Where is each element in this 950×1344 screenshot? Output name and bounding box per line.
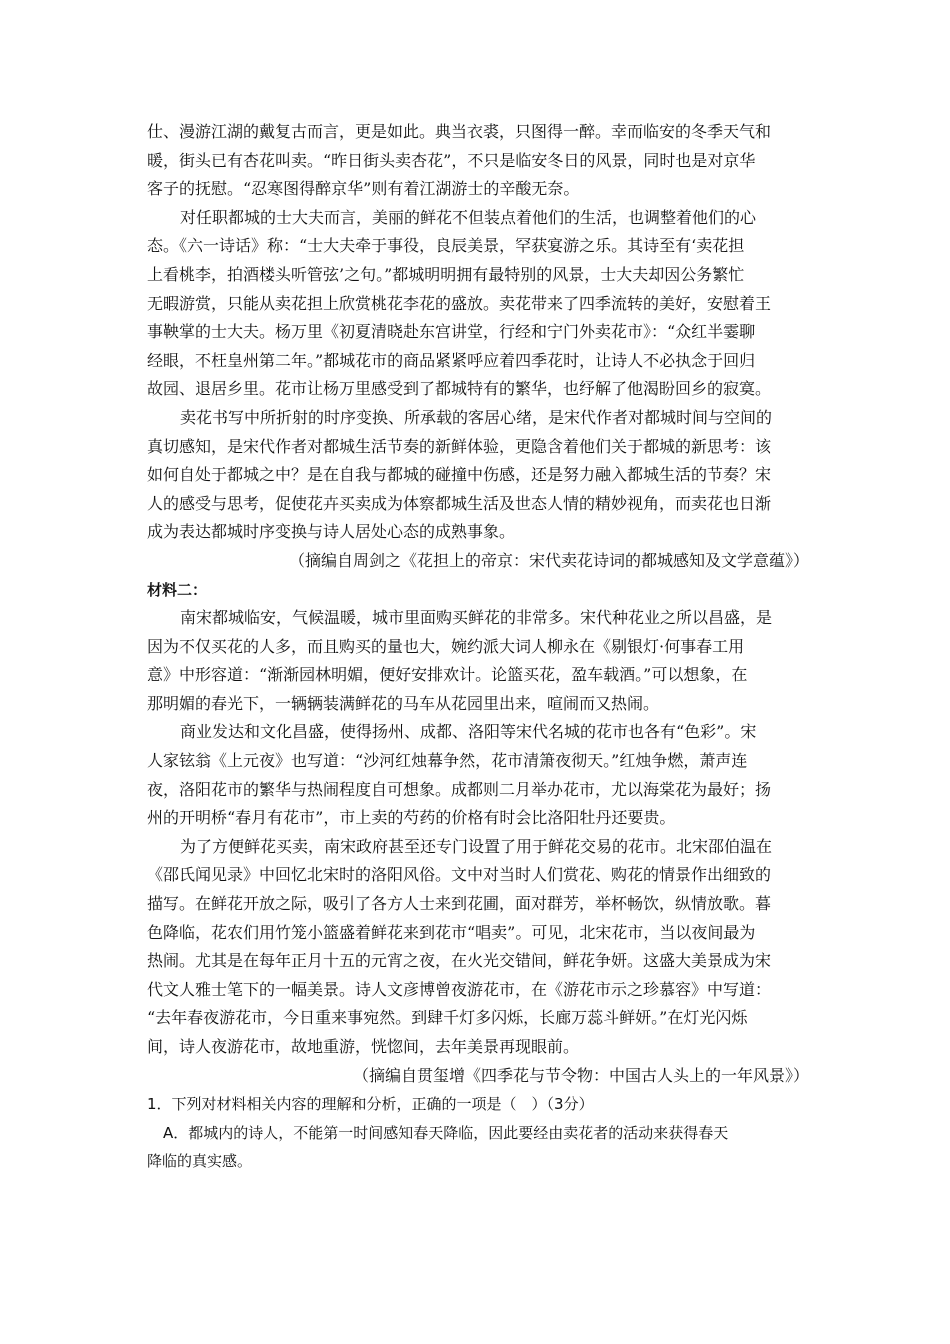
text-line: 《邵氏闻见录》中回忆北宋时的洛阳风俗。文中对当时人们赏花、购花的情景作出细致的 [147,865,772,885]
text-line: 代文人雅士笔下的一幅美景。诗人文彦博曾夜游花市，在《游花市示之珍慕容》中写道： [147,979,772,999]
text-line: 因为不仅买花的人多，而且购买的量也大，婉约派大词人柳永在《剔银灯·何事春工用 [147,636,745,656]
text-line: 为了方便鲜花买卖，南宋政府甚至还专门设置了用于鲜花交易的花市。北宋邵伯温在 [180,836,773,856]
paragraph-continuation [147,118,809,204]
question-stem: 1．下列对材料相关内容的理解和分析，正确的一项是（ ）（3分） [147,1095,594,1114]
source-citation: （摘编自贯玺增《四季花与节令物：中国古人头上的一年风景》） [352,1065,809,1085]
text-line: 仕、漫游江湖的戴复古而言，更是如此。典当衣裘，只图得一醉。幸而临安的冬季天气和 [147,122,772,141]
answer-option-a [147,1119,809,1176]
text-line: 降临的真实感。 [147,1152,253,1171]
paragraph-flower-market [147,833,809,1062]
text-line: 经眼，不枉皇州第二年。”都城花市的商品紧紧呼应着四季花时，让诗人不必执念于回归 [147,350,756,370]
paragraph-lin-an [147,604,809,718]
text-line: 客子的抚慰。“忍寒图得醉京华”则有着江湖游士的辛酸无奈。 [147,179,580,199]
paragraph-scholar-officials [147,204,809,404]
text-line: 如何自处于都城之中？是在自我与都城的碰撞中伤感，还是努力融入都城生活的节奏？宋 [147,465,772,485]
text-line: 间，诗人夜游花市，故地重游，恍惚间，去年美景再现眼前。 [147,1037,580,1056]
text-line: A．都城内的诗人，不能第一时间感知春天降临，因此要经由卖花者的活动来获得春天 [163,1123,729,1142]
text-line: 上看桃李，拍酒楼头听管弦’之句。”都城明明拥有最特别的风景，士大夫却因公务繁忙 [147,264,745,284]
text-line: “去年春夜游花市，今日重来事宛然。到肆千灯多闪烁，长廊万蕊斗鲜妍。”在灯光闪烁 [147,1008,748,1028]
text-line: 对任职都城的士大夫而言，美丽的鲜花不但装点着他们的生活，也调整着他们的心 [180,207,757,227]
text-line: 色降临，花农们用竹笼小篮盛着鲜花来到花市“唱卖”。可见，北宋花市，当以夜间最为 [147,922,756,942]
document-page [147,118,809,1176]
text-line: 描写。在鲜花开放之际，吸引了各方人士来到花圃，面对群芳，举杯畅饮，纵情放歌。暮 [147,894,772,914]
text-line: 人的感受与思考，促使花卉买卖成为体察都城生活及世态人情的精妙视角，而卖花也日渐 [147,493,772,513]
text-line: 意》中形容道：“渐渐园林明媚，便好安排欢计。论篮买花，盈车载酒。”可以想象，在 [147,665,748,685]
text-line: 成为表达都城时序变换与诗人居处心态的成熟事象。 [147,522,516,542]
text-line: 无暇游赏，只能从卖花担上欣赏桃花李花的盛放。卖花带来了四季流转的美好，安慰着王 [147,293,772,313]
text-line: 州的开明桥“春月有花市”，市上卖的芍药的价格有时会比洛阳牡丹还要贵。 [147,808,676,828]
text-line: 热闹。尤其是在每年正月十五的元宵之夜，在火光交错间，鲜花争妍。这盛大美景成为宋 [147,951,772,971]
text-line: 南宋都城临安，气候温暖，城市里面购买鲜花的非常多。宋代种花业之所以昌盛，是 [180,608,773,628]
text-line: 事鞅掌的士大夫。杨万里《初夏清晓赴东宫讲堂，行经和宁门外卖花市》：“众红半霎聊 [147,322,756,342]
paragraph-flower-selling-writing [147,404,809,547]
source-citation: （摘编自周剑之《花担上的帝京：宋代卖花诗词的都城感知及文学意蕴》） [288,550,809,570]
text-line: 真切感知，是宋代作者对都城生活节奏的新鲜体验，更隐含着他们关于都城的新思考：该 [147,436,772,456]
text-line: 暖，街头已有杏花叫卖。“昨日街头卖杏花”，不只是临安冬日的风景，同时也是对京华 [147,150,756,170]
text-line: 那明媚的春光下，一辆辆装满鲜花的马车从花园里出来，喧闹而又热闹。 [147,693,660,713]
paragraph-famous-cities [147,718,809,832]
text-line: 人家铉翁《上元夜》也写道：“沙河红烛幕争然，花市清箫夜彻天。”红烛争燃，萧声连 [147,751,748,771]
text-line: 故园、退居乡里。花市让杨万里感受到了都城特有的繁华，也纾解了他渴盼回乡的寂寞。 [147,379,772,399]
text-line: 商业发达和文化昌盛，使得扬州、成都、洛阳等宋代名城的花市也各有“色彩”。宋 [180,722,757,742]
text-line: 态。《六一诗话》称：“士大夫牵于事役，良辰美景，罕获宴游之乐。其诗至有‘卖花担 [147,236,745,256]
text-line: 夜，洛阳花市的繁华与热闹程度自可想象。成都则二月举办花市，尤以海棠花为最好；扬 [147,779,772,799]
section-heading: 材料二： [147,580,208,599]
text-line: 卖花书写中所折射的时序变换、所承载的客居心绪，是宋代作者对都城时间与空间的 [180,407,773,427]
